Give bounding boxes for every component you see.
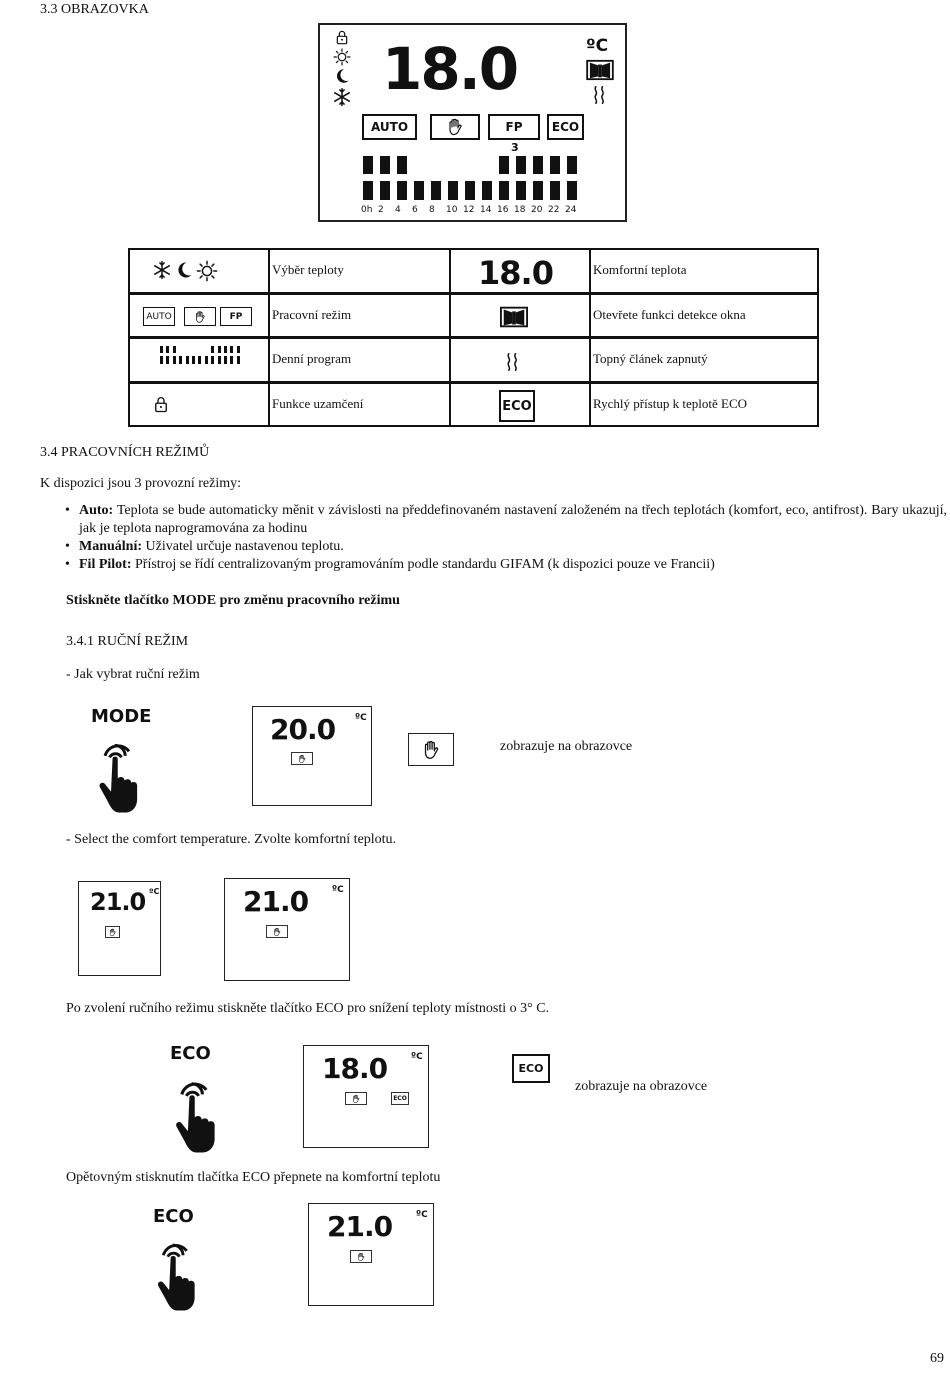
legend-row3-left: Denní program bbox=[272, 351, 352, 366]
legend-row2-left: Pracovní režim bbox=[272, 307, 352, 322]
legend-row3-right: Topný článek zapnutý bbox=[593, 351, 708, 366]
hour-tick-label: 20 bbox=[531, 205, 543, 215]
day-program-icon bbox=[160, 342, 244, 376]
mini-program-bar bbox=[211, 356, 214, 364]
legend-row1-left: Výběr teploty bbox=[272, 262, 344, 277]
hand-icon bbox=[297, 754, 307, 764]
hour-tick-label: 8 bbox=[429, 205, 435, 215]
hour-tick-label: 10 bbox=[446, 205, 458, 215]
mini-display-4 bbox=[308, 1203, 434, 1306]
mini-eco-mode: ECO bbox=[391, 1092, 409, 1105]
fp-number: 3 bbox=[511, 141, 519, 154]
mini-temperature: 18.0 bbox=[322, 1052, 388, 1085]
page-number: 69 bbox=[930, 1351, 944, 1366]
mini-hand-mode bbox=[266, 925, 288, 938]
eco-again-instruction: Opětovným stisknutím tlačítka ECO přepnete na komfortní teplotu bbox=[66, 1170, 441, 1185]
finger-press-icon bbox=[92, 732, 142, 814]
lock-icon bbox=[152, 393, 170, 415]
section-title-33: 3.3 OBRAZOVKA bbox=[40, 2, 149, 17]
mini-program-bar bbox=[166, 356, 169, 364]
press-mode-instruction: Stiskněte tlačítko MODE pro změnu pracovního režimu bbox=[66, 593, 400, 608]
manual-mode-icon bbox=[408, 733, 454, 766]
mini-hand-mode bbox=[291, 752, 313, 765]
legend-row1-right: Komfortní teplota bbox=[593, 262, 687, 277]
mini-program-bar bbox=[224, 346, 227, 353]
legend-mode-manual bbox=[184, 307, 216, 326]
hour-tick-label: 22 bbox=[548, 205, 560, 215]
bullet-label: Manuální: bbox=[79, 539, 143, 554]
unit-label: ºC bbox=[586, 36, 609, 56]
shows-on-screen-1: zobrazuje na obrazovce bbox=[500, 739, 633, 754]
how-select-manual: - Jak vybrat ruční režim bbox=[66, 667, 200, 682]
mini-program-bar bbox=[173, 356, 176, 364]
section-title-34: 3.4 PRACOVNÍCH REŽIMŮ bbox=[40, 445, 210, 460]
list-item: • Manuální: Uživatel určuje nastavenou teplotu. bbox=[65, 539, 344, 554]
window-icon bbox=[500, 305, 528, 329]
hour-tick-label: 24 bbox=[565, 205, 577, 215]
sun-icon bbox=[196, 260, 218, 282]
mini-temperature: 21.0 bbox=[90, 888, 146, 916]
list-item: • Auto: Teplota se bude automaticky měnit v závislosti na předdefinovaném nastavení založeném na třech teplotách (komfort, eco, antifrost). Bary ukazují, jak je teplota naprogramována za hodinu bbox=[65, 503, 947, 536]
hour-tick-label: 14 bbox=[480, 205, 492, 215]
mini-temperature: 21.0 bbox=[243, 885, 309, 918]
mini-hand-mode bbox=[350, 1250, 372, 1263]
heater-icon bbox=[503, 349, 523, 375]
shows-on-screen-2: zobrazuje na obrazovce bbox=[575, 1079, 708, 1094]
mode-fp: FP bbox=[488, 114, 540, 140]
hour-axis bbox=[320, 25, 625, 220]
hour-tick-label: 0h bbox=[361, 205, 373, 215]
mini-program-bar bbox=[186, 356, 189, 364]
finger-press-icon bbox=[168, 1070, 220, 1154]
mini-program-bar bbox=[237, 356, 240, 364]
mini-unit: ºC bbox=[149, 887, 160, 896]
hand-icon bbox=[351, 1094, 361, 1104]
moon-icon bbox=[174, 260, 194, 280]
hand-icon bbox=[356, 1252, 366, 1262]
mini-unit: ºC bbox=[332, 885, 344, 895]
mini-program-bar bbox=[230, 356, 233, 364]
mini-program-bar bbox=[237, 346, 240, 353]
hand-icon bbox=[272, 927, 282, 937]
hour-tick-label: 12 bbox=[463, 205, 475, 215]
list-item: • Fil Pilot: Přístroj se řídí centralizovaným programováním podle standardu GIFAM (k dispozici pouze ve Francii) bbox=[65, 557, 715, 572]
legend-row4-left: Funkce uzamčení bbox=[272, 396, 364, 411]
mini-display-2b bbox=[224, 878, 350, 981]
temp-select-icons bbox=[152, 260, 218, 282]
mini-unit: ºC bbox=[411, 1052, 423, 1062]
mini-display-1 bbox=[252, 706, 372, 806]
legend-temperature: 18.0 bbox=[478, 254, 553, 292]
mini-display-2a bbox=[78, 881, 161, 976]
mode-button-label: MODE bbox=[91, 706, 152, 727]
legend-eco-icon: ECO bbox=[499, 390, 535, 422]
hour-tick-label: 6 bbox=[412, 205, 418, 215]
hand-icon bbox=[193, 310, 207, 324]
eco-instruction: Po zvolení ručního režimu stiskněte tlačítko ECO pro snížení teploty místnosti o 3° C. bbox=[66, 1001, 550, 1016]
mini-program-bar bbox=[160, 356, 163, 364]
legend-table bbox=[128, 248, 819, 427]
eco-button-label-2: ECO bbox=[153, 1206, 194, 1227]
mode-eco: ECO bbox=[547, 114, 584, 140]
bullet-text: Teplota se bude automaticky měnit v závislosti na předdefinovaném nastavení založeném na třech teplotách (komfort, eco, antifrost). Bary ukazují, jak je teplota naprogramována za hodinu bbox=[79, 503, 947, 536]
bullet-label: Fil Pilot: bbox=[79, 557, 132, 572]
mini-program-bar bbox=[218, 346, 221, 353]
mini-program-bar bbox=[179, 356, 182, 364]
bullet-label: Auto: bbox=[79, 503, 114, 518]
finger-press-icon bbox=[150, 1232, 200, 1312]
hand-icon bbox=[420, 739, 442, 761]
mini-unit: ºC bbox=[355, 713, 367, 723]
mini-program-bar bbox=[211, 346, 214, 353]
mode-auto: AUTO bbox=[362, 114, 417, 140]
mini-unit: ºC bbox=[416, 1210, 428, 1220]
mini-display-3 bbox=[303, 1045, 429, 1148]
hour-tick-label: 16 bbox=[497, 205, 509, 215]
section-34-intro: K dispozici jsou 3 provozní režimy: bbox=[40, 476, 242, 491]
hour-tick-label: 18 bbox=[514, 205, 526, 215]
main-temperature: 18.0 bbox=[382, 35, 518, 103]
legend-row2-right: Otevřete funkci detekce okna bbox=[593, 307, 746, 322]
mini-program-bar bbox=[224, 356, 227, 364]
thermostat-display bbox=[318, 23, 627, 222]
mini-program-bar bbox=[198, 356, 201, 364]
legend-row4-right: Rychlý přístup k teplotě ECO bbox=[593, 396, 748, 411]
mini-program-bar bbox=[173, 346, 176, 353]
bullet-text: Přístroj se řídí centralizovaným programováním podle standardu GIFAM (k dispozici pouze ve Francii) bbox=[131, 557, 715, 572]
hour-tick-label: 4 bbox=[395, 205, 401, 215]
mode-list bbox=[65, 502, 947, 574]
mini-program-bar bbox=[192, 356, 195, 364]
legend-mode-fp: FP bbox=[220, 307, 252, 326]
snowflake-icon bbox=[152, 260, 172, 280]
eco-button-label: ECO bbox=[170, 1043, 211, 1064]
bullet-text: Uživatel určuje nastavenou teplotu. bbox=[142, 539, 344, 554]
mini-program-bar bbox=[205, 356, 208, 364]
select-comfort-text: - Select the comfort temperature. Zvolte komfortní teplotu. bbox=[66, 832, 397, 847]
legend-mode-auto: AUTO bbox=[143, 307, 175, 326]
mini-hand-mode bbox=[105, 926, 120, 938]
mini-program-bar bbox=[160, 346, 163, 353]
section-title-341: 3.4.1 RUČNÍ REŽIM bbox=[66, 634, 189, 649]
hour-tick-label: 2 bbox=[378, 205, 384, 215]
mini-hand-mode bbox=[345, 1092, 367, 1105]
mini-program-bar bbox=[230, 346, 233, 353]
mini-program-bar bbox=[218, 356, 221, 364]
eco-mode-icon: ECO bbox=[512, 1054, 550, 1083]
hand-icon bbox=[108, 928, 117, 937]
mini-program-bar bbox=[166, 346, 169, 353]
mini-temperature: 21.0 bbox=[327, 1210, 393, 1243]
mini-temperature: 20.0 bbox=[270, 713, 336, 746]
